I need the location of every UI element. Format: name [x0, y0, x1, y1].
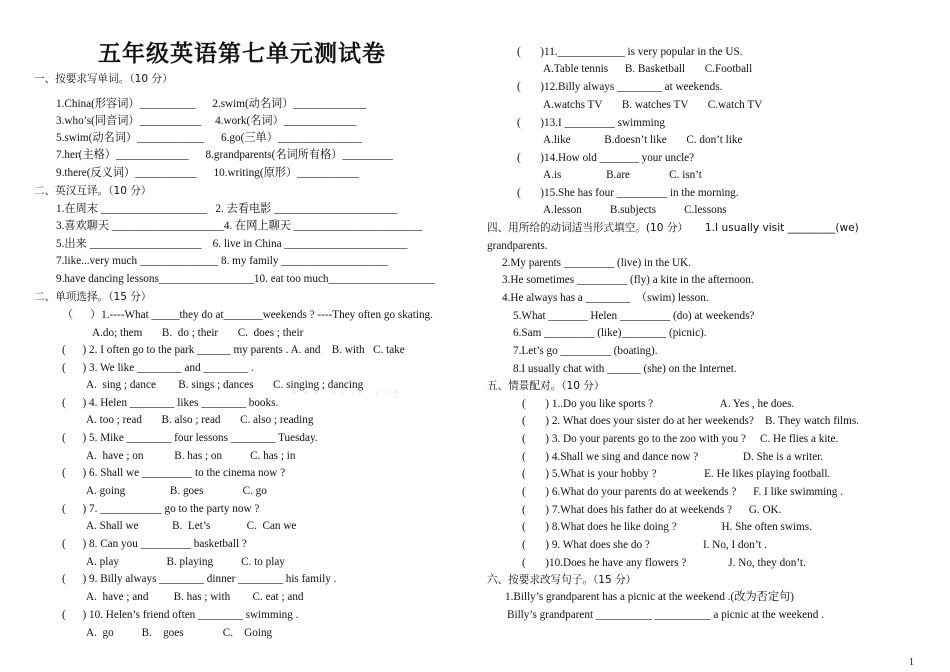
question-line: ( )13.I _________ swimming	[517, 117, 665, 129]
question-line: ( ) 1..Do you like sports ? A. Yes , he does.	[522, 398, 795, 410]
question-line: Billy’s grandparent __________ __________ a picnic at the weekend .	[507, 609, 824, 621]
question-line: A. Shall we B. Let’s C. Can we	[86, 520, 297, 532]
question-line: 9.have dancing lessons_________________10. eat too much___________________	[56, 273, 435, 285]
question-line: A. have ; on B. has ; on C. has ; in	[86, 450, 296, 462]
question-line: A. going B. goes C. go	[86, 485, 267, 497]
question-line: A. have ; and B. has ; with C. eat ; and	[86, 591, 304, 603]
question-line: A.lesson B.subjects C.lessons	[543, 204, 727, 216]
question-line: （ ）1.----What _____they do at_______weekends ? ----They often go skating.	[62, 309, 433, 321]
question-line: 3.He sometimes _________ (fly) a kite in the afternoon.	[502, 274, 754, 286]
question-line: A.Table tennis B. Basketball C.Football	[543, 63, 753, 75]
question-line: ( ) 2. What does your sister do at her weekends? B. They watch films.	[522, 415, 859, 427]
question-line: 4.He always has a ________ （swim) lesson.	[502, 292, 709, 304]
question-line: 7.like...very much ______________ 8. my family ___________________	[56, 255, 388, 267]
question-line: 3.喜欢聊天 ____________________4. 在网上聊天 _______________________	[56, 220, 423, 232]
question-line: A.do; them B. do ; their C. does ; their	[92, 327, 304, 339]
question-line: ( )15.She has four _________ in the morning.	[517, 187, 739, 199]
question-line: ( ) 6.What do your parents do at weekends ? F. I like swimming .	[522, 486, 843, 498]
question-line: ( )12.Billy always ________ at weekends.	[517, 81, 723, 93]
watermark: w w w . k s 5 u . c o m	[292, 388, 402, 396]
question-line: ( ) 5.What is your hobby ? E. He likes playing football.	[522, 468, 831, 480]
question-line: 8.I usually chat with ______ (she) on the Internet.	[513, 363, 737, 375]
question-line: A.like B.doesn’t like C. don’t like	[543, 134, 743, 146]
question-line: 3.who’s(同音词）___________ 4.work(名词）_____________	[56, 115, 357, 127]
question-line: 1.China(形容词）__________ 2.swim(动名词）_____________	[56, 98, 367, 110]
question-line: ( ) 9. What does she do ? I. No, I don’t .	[522, 539, 768, 551]
question-line: ( )14.How old _______ your uncle?	[517, 152, 695, 164]
section-heading: 二、英汉互译。（10 分）	[34, 185, 152, 197]
question-line: 7.her(主格）_____________ 8.grandparents(名词所有格）_________	[56, 149, 393, 161]
page-number: 1	[909, 657, 914, 668]
question-line: 5.出来 ____________________ 6. live in China ______________________	[56, 238, 408, 250]
question-line: A.watchs TV B. watches TV C.watch TV	[543, 99, 763, 111]
question-line: 9.there(反义词）___________ 10.writing(原形）___________	[56, 167, 359, 179]
question-line: ( )11.____________ is very popular in the US.	[517, 46, 743, 58]
question-line: ( ) 7. ___________ go to the party now ?	[62, 503, 260, 515]
question-line: ( ) 3. Do your parents go to the zoo with you ? C. He flies a kite.	[522, 433, 839, 445]
section-heading: 二、单项选择。（15 分）	[34, 291, 152, 303]
question-line: 1.Billy’s grandparent has a picnic at the weekend .(改为否定句)	[505, 591, 794, 603]
question-line: A.is B.are C. isn’t	[543, 169, 702, 181]
question-line: A. play B. playing C. to play	[86, 556, 285, 568]
question-line: ( )10.Does he have any flowers ? J. No, they don’t.	[522, 557, 806, 569]
section-heading: 一、按要求写单词。（10 分）	[34, 73, 173, 85]
question-line: ( ) 7.What does his father do at weekends ? G. OK.	[522, 504, 782, 516]
question-line: ( ) 9. Billy always ________ dinner ________ his family .	[62, 573, 337, 585]
question-line: ( ) 2. I often go to the park ______ my parents . A. and B. with C. take	[62, 344, 405, 356]
section-heading: 六、按要求改写句子。（15 分）	[487, 574, 637, 586]
question-line: 7.Let’s go _________ (boating).	[513, 345, 658, 357]
question-line: 5.What _______ Helen _________ (do) at weekends?	[513, 310, 755, 322]
question-line: ( ) 6. Shall we _________ to the cinema now ?	[62, 467, 286, 479]
page-title: 五年级英语第七单元测试卷	[98, 41, 386, 67]
question-line: grandparents.	[487, 240, 548, 252]
question-line: 5.swim(动名词）____________ 6.go(三单）_______________	[56, 132, 362, 144]
question-line: ( ) 8. Can you _________ basketball ?	[62, 538, 247, 550]
question-line: 6.Sam _________ (like)________ (picnic).	[513, 327, 707, 339]
question-line: ( ) 3. We like ________ and ________ .	[62, 362, 254, 374]
section-heading: 四、用所给的动词适当形式填空。(10 分） 1.I usually visit _________(we)	[487, 222, 859, 234]
question-line: ( ) 4.Shall we sing and dance now ? D. She is a writer.	[522, 451, 824, 463]
question-line: 2.My parents _________ (live) in the UK.	[502, 257, 691, 269]
question-line: ( ) 5. Mike ________ four lessons ________ Tuesday.	[62, 432, 318, 444]
question-line: ( ) 4. Helen ________ likes ________ books.	[62, 397, 279, 409]
question-line: ( ) 10. Helen’s friend often ________ swimming .	[62, 609, 299, 621]
question-line: A. go B. goes C. Going	[86, 627, 273, 639]
question-line: 1.在周末 ___________________ 2. 去看电影 ______________________	[56, 203, 398, 215]
question-line: ( ) 8.What does he like doing ? H. She often swims.	[522, 521, 812, 533]
question-line: A. sing ; dance B. sings ; dances C. singing ; dancing	[86, 379, 364, 391]
question-line: A. too ; read B. also ; read C. also ; reading	[86, 414, 314, 426]
section-heading: 五、情景配对。（10 分）	[487, 380, 605, 392]
